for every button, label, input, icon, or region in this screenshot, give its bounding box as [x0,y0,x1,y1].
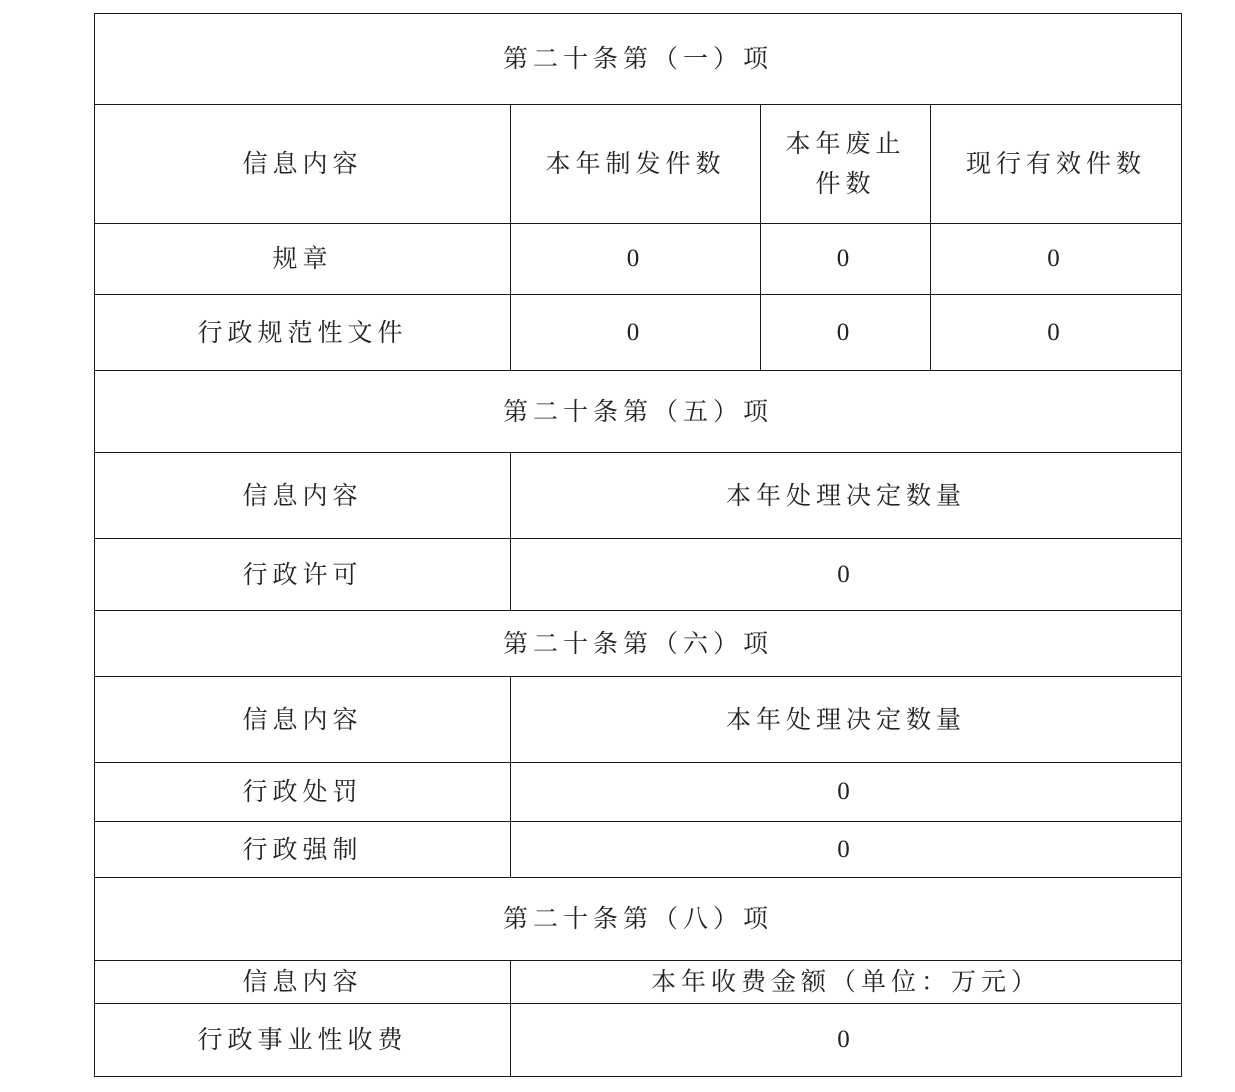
row-label: 行政强制 [95,822,511,878]
row-label: 规章 [95,224,511,295]
header-cell-decision-count: 本年处理决定数量 [511,677,1182,763]
header-cell-info-content: 信息内容 [95,453,511,539]
row-label: 行政许可 [95,539,511,611]
header-cell-abolished: 本年废止件数 [761,105,931,224]
section-title: 第二十条第（六）项 [95,611,1182,677]
section-title-row [95,14,1182,105]
section-title-row [95,611,1182,677]
table-row [95,763,1182,822]
header-cell-info-content: 信息内容 [95,677,511,763]
header-cell-valid: 现行有效件数 [931,105,1182,224]
section-title: 第二十条第（八）项 [95,878,1182,961]
table-row [95,224,1182,295]
row-label: 行政处罚 [95,763,511,822]
fee-amount: 0 [511,1004,1182,1077]
disclosure-table [94,13,1182,1077]
header-cell-info-content: 信息内容 [95,105,511,224]
table-row [95,295,1182,371]
header-row [95,105,1182,224]
section-title-row [95,878,1182,961]
valid-count: 0 [931,224,1182,295]
decision-count: 0 [511,822,1182,878]
table-row [95,1004,1182,1077]
row-label: 行政规范性文件 [95,295,511,371]
issued-count: 0 [511,224,761,295]
row-label: 行政事业性收费 [95,1004,511,1077]
table-row [95,822,1182,878]
table-row [95,539,1182,611]
section-title: 第二十条第（五）项 [95,371,1182,453]
issued-count: 0 [511,295,761,371]
header-cell-fee-amount: 本年收费金额（单位：万元） [511,961,1182,1004]
header-row [95,453,1182,539]
header-row [95,677,1182,763]
decision-count: 0 [511,763,1182,822]
decision-count: 0 [511,539,1182,611]
header-cell-info-content: 信息内容 [95,961,511,1004]
valid-count: 0 [931,295,1182,371]
section-title: 第二十条第（一）项 [95,14,1182,105]
abolished-count: 0 [761,224,931,295]
header-cell-decision-count: 本年处理决定数量 [511,453,1182,539]
section-title-row [95,371,1182,453]
header-cell-issued: 本年制发件数 [511,105,761,224]
abolished-count: 0 [761,295,931,371]
header-row [95,961,1182,1004]
